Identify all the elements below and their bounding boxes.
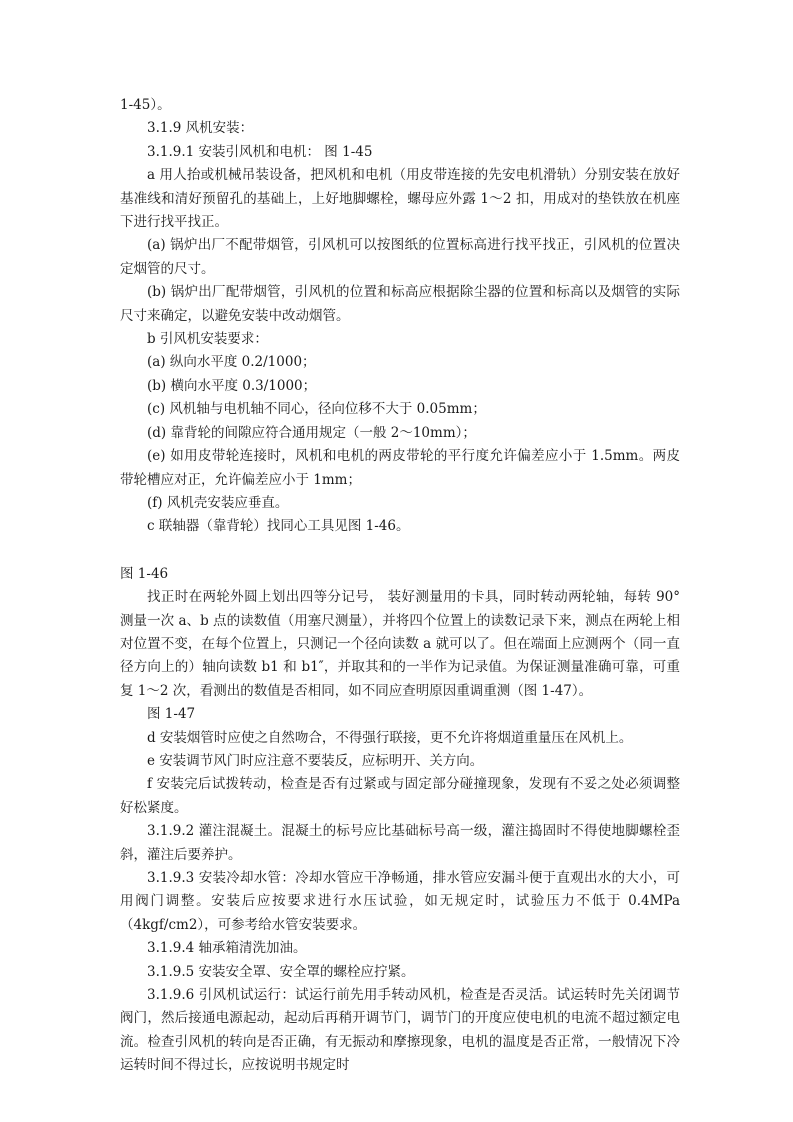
paragraph: (d) 靠背轮的间隙应符合通用规定（一般 2～10mm）；: [147, 424, 476, 441]
paragraph: (a) 锅炉出厂不配带烟管，引风机可以按图纸的位置标高进行找平找正，引风机的位置决定烟管的尺寸。: [120, 237, 680, 277]
paragraph: e 安装调节风门时应注意不要装反，应标明开、关方向。: [147, 752, 484, 769]
paragraph: (b) 锅炉出厂配带烟管，引风机的位置和标高应根据除尘器的位置和标高以及烟管的实际尺寸来确定，以避免安装中改动烟管。: [120, 284, 680, 324]
paragraph-spacer: [120, 539, 680, 563]
paragraph: b 引风机安装要求：: [147, 331, 268, 348]
paragraph: (f) 风机壳安装应垂直。: [147, 494, 289, 511]
document-body: [120, 94, 680, 1078]
paragraph: 图 1-47: [147, 706, 196, 723]
paragraph: 3.1.9.1 安装引风机和电机： 图 1-45: [147, 143, 373, 160]
paragraph: 图 1-46: [120, 565, 169, 582]
paragraph: (a) 纵向水平度 0.2/1000；: [147, 354, 316, 371]
paragraph: a 用人抬或机械吊装设备，把风机和电机（用皮带连接的先安电机滑轨）分别安装在放好基准线和清好预留孔的基础上，上好地脚螺栓，螺母应外露 1～2 扣，用成对的垫铁放在机座下进行找平找正。: [120, 167, 680, 231]
paragraph: 1-45）。: [120, 97, 171, 113]
paragraph: 3.1.9.5 安装安全罩、安全罩的螺栓应拧紧。: [147, 963, 415, 980]
paragraph: f 安装完后试拨转动，检查是否有过紧或与固定部分碰撞现象，发现有不妥之处必须调整好松紧度。: [120, 776, 680, 816]
paragraph: 3.1.9.4 轴承箱清洗加油。: [147, 940, 307, 957]
paragraph: 3.1.9.6 引风机试运行：试运行前先用手转动风机，检查是否灵活。试运转时先关闭调节阀门，然后接通电源起动，起动后再稍开调节门，调节门的开度应使电机的电流不超过额定电流。检查引风机的转向是否正确，有无振动和摩擦现象，电机的温度是否正常，一般情况下冷运转时间不得过长，应按说明书规定时: [120, 987, 680, 1074]
paragraph: (b) 横向水平度 0.3/1000；: [147, 377, 317, 394]
paragraph: 3.1.9.3 安装冷却水管：冷却水管应干净畅通，排水管应安漏斗便于直观出水的大小，可用阀门调整。安装后应按要求进行水压试验，如无规定时，试验压力不低于 0.4MPa（4kgf/cm2），可参考给水管安装要求。: [120, 870, 680, 933]
paragraph: 3.1.9.2 灌注混凝土。混凝土的标号应比基础标号高一级，灌注捣固时不得使地脚螺栓歪斜，灌注后要养护。: [120, 823, 680, 863]
paragraph: d 安装烟管时应使之自然吻合，不得强行联接，更不允许将烟道重量压在风机上。: [147, 729, 633, 746]
paragraph: (c) 风机轴与电机轴不同心，径向位移不大于 0.05mm；: [147, 401, 486, 418]
paragraph: (e) 如用皮带轮连接时，风机和电机的两皮带轮的平行度允许偏差应小于 1.5mm。两皮带轮槽应对正，允许偏差应小于 1mm；: [120, 448, 680, 488]
paragraph: c 联轴器（靠背轮）找同心工具见图 1-46。: [147, 518, 410, 535]
paragraph: 3.1.9 风机安装：: [147, 120, 254, 137]
paragraph: 找正时在两轮外圆上划出四等分记号， 装好测量用的卡具，同时转动两轮轴，每转 90° 测量一次 a、b 点的读数值（用塞尺测量），并将四个位置上的读数记录下来，测点在两轮上相对位置不变，在每个位置上，只测记一个径向读数 a 就可以了。但在端面上应测两个（同一直径方向上的）轴向读数 b1 和 b1″，并取其和的一半作为记录值。为保证测量准确可靠，可重复 1～2 次，看测出的数值是否相同，如不同应查明原因重调重测（图 1-47）。: [120, 589, 680, 699]
